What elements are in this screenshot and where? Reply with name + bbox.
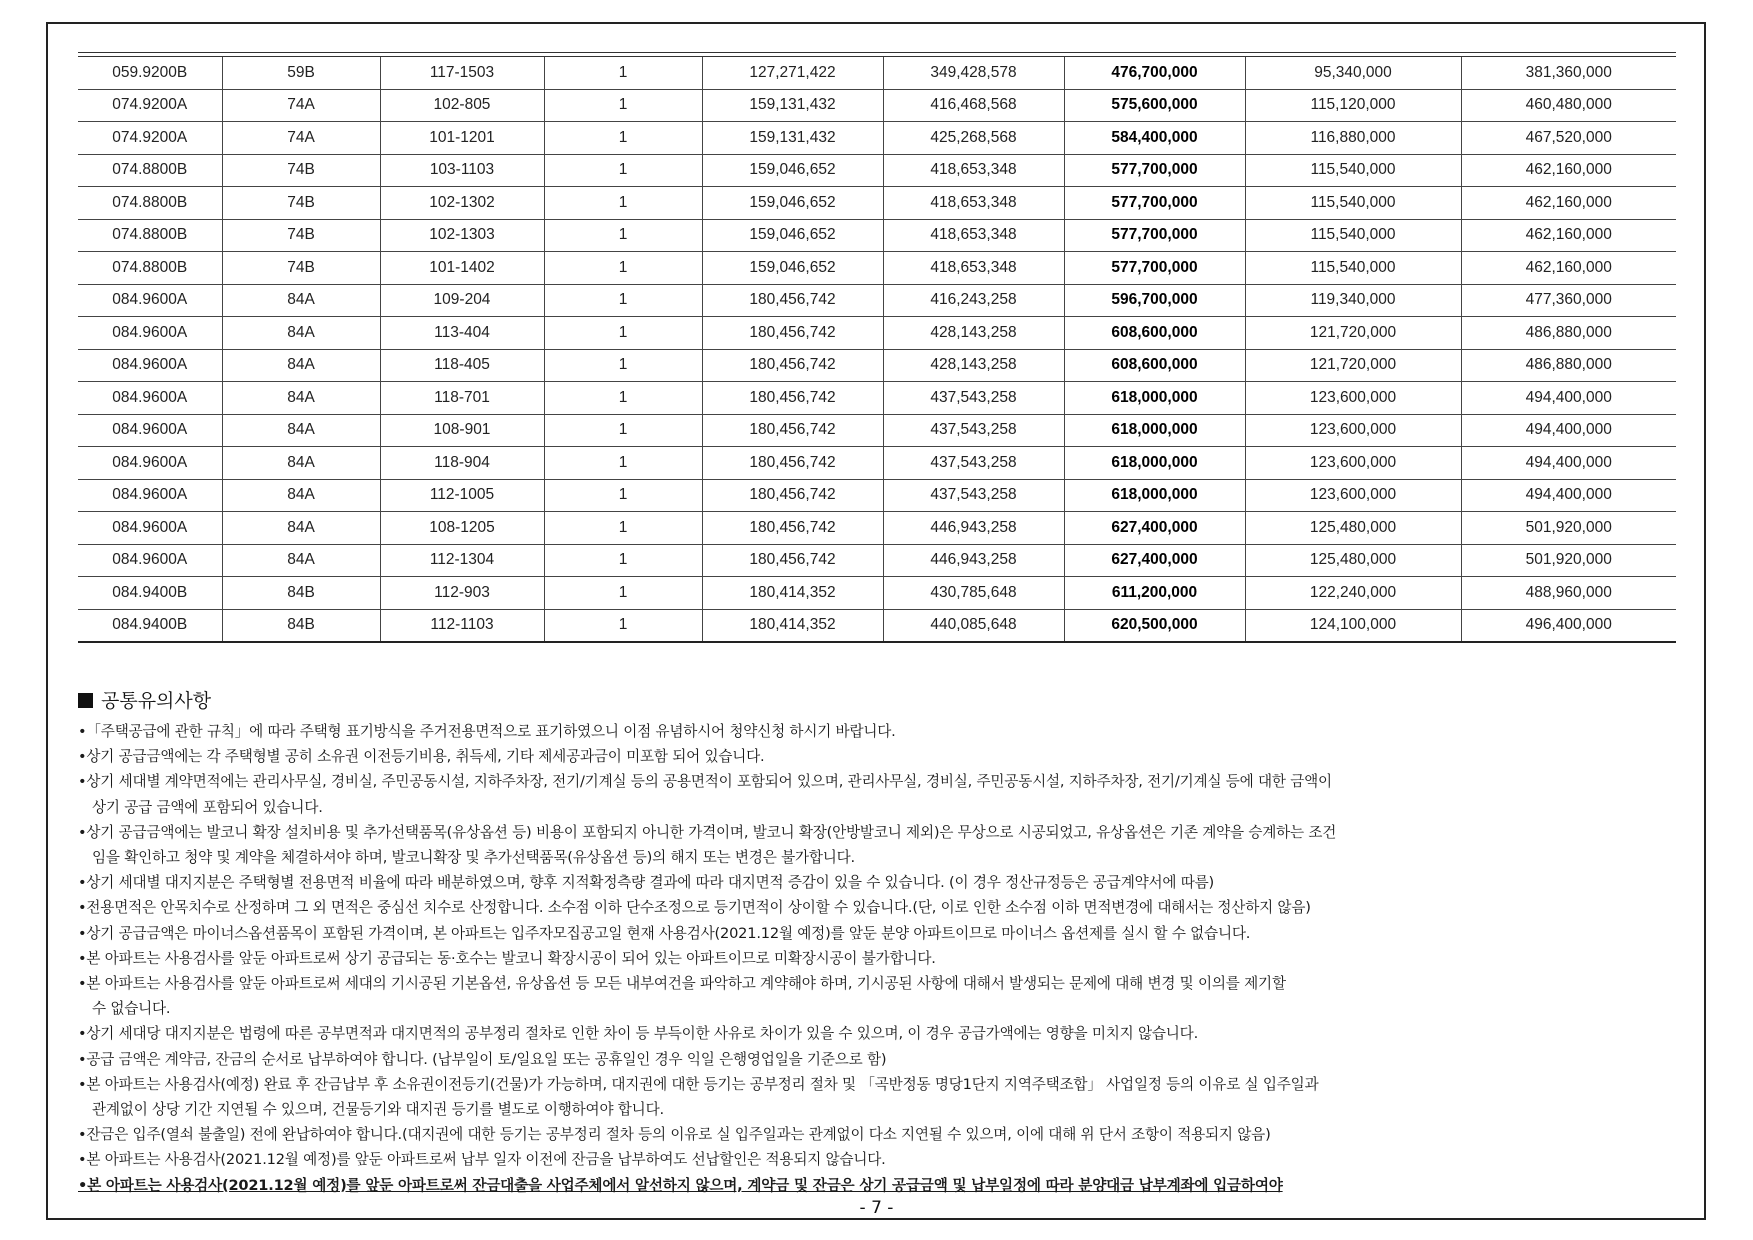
table-cell: 124,100,000 [1245, 609, 1461, 642]
table-cell: 1 [544, 284, 702, 317]
table-cell: 1 [544, 89, 702, 122]
note-text: •상기 공급금액에는 각 주택형별 공히 소유권 이전등기비용, 취득세, 기타 제세공과금이 미포함 되어 있습니다. [78, 748, 765, 766]
table-cell: 084.9400B [78, 609, 222, 642]
table-cell: 084.9600A [78, 382, 222, 415]
table-cell: 102-805 [380, 89, 544, 122]
note-item [78, 1047, 1678, 1072]
note-text: •상기 세대당 대지지분은 법령에 따른 공부면적과 대지면적의 공부정리 절차로 인한 차이 등 부득이한 사유로 차이가 있을 수 있으며, 이 경우 공급가액에는 영향을 미치지 않습니다. [78, 1025, 1199, 1043]
table-cell: 494,400,000 [1461, 447, 1676, 480]
table-cell: 462,160,000 [1461, 252, 1676, 285]
note-item [78, 1021, 1678, 1046]
table-cell: 501,920,000 [1461, 512, 1676, 545]
table-cell: 123,600,000 [1245, 382, 1461, 415]
table-cell: 1 [544, 447, 702, 480]
table-cell: 84A [222, 512, 380, 545]
table-cell: 1 [544, 512, 702, 545]
table-row [78, 317, 1676, 350]
table-cell: 159,046,652 [702, 252, 883, 285]
table-cell: 477,360,000 [1461, 284, 1676, 317]
table-cell: 1 [544, 414, 702, 447]
notes-heading [78, 686, 1678, 713]
table-cell: 74A [222, 89, 380, 122]
table-cell: 102-1303 [380, 219, 544, 252]
table-cell: 074.8800B [78, 219, 222, 252]
table-cell: 084.9600A [78, 414, 222, 447]
table-cell: 437,543,258 [883, 479, 1064, 512]
table-row [78, 57, 1676, 89]
table-row [78, 544, 1676, 577]
table-cell: 159,046,652 [702, 187, 883, 220]
table-cell: 467,520,000 [1461, 122, 1676, 155]
table-cell: 501,920,000 [1461, 544, 1676, 577]
table-cell: 437,543,258 [883, 447, 1064, 480]
table-cell: 180,456,742 [702, 447, 883, 480]
table-cell: 596,700,000 [1064, 284, 1245, 317]
table-cell: 117-1503 [380, 57, 544, 89]
note-text: •상기 공급금액에는 발코니 확장 설치비용 및 추가선택품목(유상옵션 등) 비용이 포함되지 아니한 가격이며, 발코니 확장(안방발코니 제외)은 무상으로 시공되었고, 유상옵션은 기존 계약을 승계하는 조건 [78, 823, 1337, 841]
table-cell: 101-1402 [380, 252, 544, 285]
note-item [78, 719, 1678, 744]
table-cell: 084.9600A [78, 544, 222, 577]
table-cell: 180,456,742 [702, 382, 883, 415]
table-cell: 084.9600A [78, 284, 222, 317]
table-cell: 418,653,348 [883, 252, 1064, 285]
table-cell: 618,000,000 [1064, 382, 1245, 415]
note-text: •상기 공급금액은 마이너스옵션품목이 포함된 가격이며, 본 아파트는 입주자모집공고일 현재 사용검사(2021.12월 예정)를 앞둔 분양 아파트이므로 마이너스 옵션제를 실시 할 수 없습니다. [78, 924, 1251, 942]
table-cell: 446,943,258 [883, 512, 1064, 545]
table-cell: 118-904 [380, 447, 544, 480]
table-cell: 115,540,000 [1245, 154, 1461, 187]
note-text: •본 아파트는 사용검사를 앞둔 아파트로써 세대의 기시공된 기본옵션, 유상옵션 등 모든 내부여건을 파악하고 계약해야 하며, 기시공된 사항에 대해서 발생되는 문제에 대해 변경 및 이의를 제기할 [78, 975, 1286, 993]
table-cell: 112-903 [380, 577, 544, 610]
table-cell: 618,000,000 [1064, 414, 1245, 447]
note-item [78, 895, 1678, 920]
table-cell: 112-1005 [380, 479, 544, 512]
table-cell: 577,700,000 [1064, 219, 1245, 252]
table-cell: 102-1302 [380, 187, 544, 220]
notes-title: 공통유의사항 [101, 690, 212, 712]
note-continuation: 수 없습니다. [92, 1000, 171, 1018]
table-cell: 084.9400B [78, 577, 222, 610]
table-cell: 577,700,000 [1064, 187, 1245, 220]
note-item [78, 870, 1678, 895]
table-cell: 123,600,000 [1245, 447, 1461, 480]
table-cell: 180,414,352 [702, 577, 883, 610]
table-cell: 462,160,000 [1461, 187, 1676, 220]
table-cell: 118-701 [380, 382, 544, 415]
table-cell: 74A [222, 122, 380, 155]
table-row [78, 447, 1676, 480]
note-text: •본 아파트는 사용검사(예정) 완료 후 잔금납부 후 소유권이전등기(건물)가 가능하며, 대지권에 대한 등기는 공부정리 절차 및 「곡반정동 명당1단지 지역주택조합」 사업일정 등의 이유로 실 입주일과 [78, 1075, 1319, 1093]
table-cell: 103-1103 [380, 154, 544, 187]
table-cell: 112-1304 [380, 544, 544, 577]
table-cell: 109-204 [380, 284, 544, 317]
note-text: •본 아파트는 사용검사(2021.12월 예정)를 앞둔 아파트로써 납부 일자 이전에 잔금을 납부하여도 선납할인은 적용되지 않습니다. [78, 1151, 886, 1169]
table-cell: 1 [544, 219, 702, 252]
square-bullet-icon [78, 693, 93, 708]
table-cell: 584,400,000 [1064, 122, 1245, 155]
table-cell: 418,653,348 [883, 187, 1064, 220]
table-cell: 113-404 [380, 317, 544, 350]
table-cell: 074.9200A [78, 89, 222, 122]
table-cell: 428,143,258 [883, 349, 1064, 382]
table-cell: 440,085,648 [883, 609, 1064, 642]
table-row [78, 479, 1676, 512]
table-cell: 127,271,422 [702, 57, 883, 89]
table-cell: 494,400,000 [1461, 382, 1676, 415]
table-cell: 486,880,000 [1461, 317, 1676, 350]
table-cell: 1 [544, 577, 702, 610]
table-cell: 084.9600A [78, 479, 222, 512]
table-cell: 74B [222, 187, 380, 220]
table-cell: 122,240,000 [1245, 577, 1461, 610]
table-cell: 084.9600A [78, 349, 222, 382]
note-text: •상기 세대별 대지지분은 주택형별 전용면적 비율에 따라 배분하였으며, 향후 지적확정측량 결과에 따라 대지면적 증감이 있을 수 있습니다. (이 경우 정산규정등은 공급계약서에 따름) [78, 874, 1215, 892]
table-cell: 1 [544, 252, 702, 285]
table-cell: 180,456,742 [702, 317, 883, 350]
table-cell: 84A [222, 414, 380, 447]
table-cell: 494,400,000 [1461, 479, 1676, 512]
table-cell: 115,540,000 [1245, 187, 1461, 220]
table-cell: 1 [544, 122, 702, 155]
table-cell: 118-405 [380, 349, 544, 382]
table-cell: 1 [544, 154, 702, 187]
table-cell: 608,600,000 [1064, 349, 1245, 382]
table-cell: 159,046,652 [702, 219, 883, 252]
table-cell: 430,785,648 [883, 577, 1064, 610]
table-cell: 180,456,742 [702, 349, 883, 382]
table-row [78, 252, 1676, 285]
note-item [78, 946, 1678, 971]
note-text: •「주택공급에 관한 규칙」에 따라 주택형 표기방식을 주거전용면적으로 표기하였으니 이점 유념하시어 청약신청 하시기 바랍니다. [78, 723, 896, 740]
note-item [78, 1147, 1678, 1172]
common-notes [78, 686, 1678, 1198]
table-cell: 84B [222, 609, 380, 642]
table-row [78, 219, 1676, 252]
table-cell: 84B [222, 577, 380, 610]
note-text: •공급 금액은 계약금, 잔금의 순서로 납부하여야 합니다. (납부일이 토/일요일 또는 공휴일인 경우 익일 은행영업일을 기준으로 함) [78, 1050, 887, 1068]
table-cell: 496,400,000 [1461, 609, 1676, 642]
table-cell: 112-1103 [380, 609, 544, 642]
table-cell: 577,700,000 [1064, 154, 1245, 187]
table-cell: 74B [222, 252, 380, 285]
note-item [78, 1122, 1678, 1147]
table-cell: 428,143,258 [883, 317, 1064, 350]
table-cell: 381,360,000 [1461, 57, 1676, 89]
table-cell: 577,700,000 [1064, 252, 1245, 285]
note-text: •상기 세대별 계약면적에는 관리사무실, 경비실, 주민공동시설, 지하주차장, 전기/기계실 등의 공용면적이 포함되어 있으며, 관리사무실, 경비실, 주민공동시설, 지하주차장, 전기/기계실 등에 대한 금액이 [78, 773, 1332, 791]
table-cell: 1 [544, 479, 702, 512]
table-cell: 620,500,000 [1064, 609, 1245, 642]
notes-list [78, 719, 1678, 1198]
table-row [78, 284, 1676, 317]
table-cell: 180,456,742 [702, 414, 883, 447]
table-cell: 1 [544, 382, 702, 415]
note-text: •전용면적은 안목치수로 산정하며 그 외 면적은 중심선 치수로 산정합니다. 소수점 이하 단수조정으로 등기면적이 상이할 수 있습니다.(단, 이로 인한 소수점 이하 면적변경에 대해서는 정산하지 않음) [78, 899, 1311, 917]
table-cell: 418,653,348 [883, 154, 1064, 187]
table-row [78, 512, 1676, 545]
table-cell: 349,428,578 [883, 57, 1064, 89]
note-item [78, 921, 1678, 946]
note-continuation: 상기 공급 금액에 포함되어 있습니다. [92, 798, 323, 816]
table-cell: 74B [222, 154, 380, 187]
note-item [78, 769, 1678, 819]
table-cell: 84A [222, 479, 380, 512]
note-item [78, 744, 1678, 769]
table-cell: 121,720,000 [1245, 317, 1461, 350]
table-cell: 84A [222, 447, 380, 480]
table-cell: 95,340,000 [1245, 57, 1461, 89]
table-cell: 627,400,000 [1064, 512, 1245, 545]
table-cell: 611,200,000 [1064, 577, 1245, 610]
table-cell: 618,000,000 [1064, 479, 1245, 512]
table-cell: 462,160,000 [1461, 154, 1676, 187]
table-cell: 125,480,000 [1245, 512, 1461, 545]
table-cell: 446,943,258 [883, 544, 1064, 577]
table-cell: 119,340,000 [1245, 284, 1461, 317]
table-cell: 84A [222, 349, 380, 382]
table-cell: 159,131,432 [702, 122, 883, 155]
table-cell: 121,720,000 [1245, 349, 1461, 382]
table-cell: 074.8800B [78, 252, 222, 285]
table-cell: 618,000,000 [1064, 447, 1245, 480]
table-cell: 494,400,000 [1461, 414, 1676, 447]
table-cell: 416,468,568 [883, 89, 1064, 122]
table-cell: 180,414,352 [702, 609, 883, 642]
table-cell: 488,960,000 [1461, 577, 1676, 610]
table-cell: 418,653,348 [883, 219, 1064, 252]
table-cell: 180,456,742 [702, 479, 883, 512]
table-cell: 84A [222, 544, 380, 577]
note-item [78, 1173, 1678, 1198]
table-cell: 125,480,000 [1245, 544, 1461, 577]
table-row [78, 414, 1676, 447]
table-cell: 486,880,000 [1461, 349, 1676, 382]
table-cell: 115,540,000 [1245, 219, 1461, 252]
table-row [78, 382, 1676, 415]
page-number: - 7 - [859, 1198, 894, 1218]
table-row [78, 89, 1676, 122]
table-cell: 476,700,000 [1064, 57, 1245, 89]
table-cell: 115,120,000 [1245, 89, 1461, 122]
table-cell: 116,880,000 [1245, 122, 1461, 155]
table-cell: 1 [544, 317, 702, 350]
table-cell: 437,543,258 [883, 414, 1064, 447]
table-cell: 084.9600A [78, 447, 222, 480]
table-cell: 608,600,000 [1064, 317, 1245, 350]
table-cell: 074.8800B [78, 187, 222, 220]
table-cell: 101-1201 [380, 122, 544, 155]
table-cell: 84A [222, 317, 380, 350]
table-cell: 084.9600A [78, 512, 222, 545]
note-continuation: 임을 확인하고 청약 및 계약을 체결하셔야 하며, 발코니확장 및 추가선택품목(유상옵션 등)의 해지 또는 변경은 불가합니다. [92, 849, 855, 867]
table-cell: 84A [222, 284, 380, 317]
table-row [78, 154, 1676, 187]
table-cell: 460,480,000 [1461, 89, 1676, 122]
table-cell: 180,456,742 [702, 544, 883, 577]
note-item [78, 971, 1678, 1021]
table-cell: 108-901 [380, 414, 544, 447]
table-cell: 74B [222, 219, 380, 252]
table-cell: 84A [222, 382, 380, 415]
note-continuation: 관계없이 상당 기간 지연될 수 있으며, 건물등기와 대지권 등기를 별도로 이행하여야 합니다. [92, 1101, 664, 1119]
table-cell: 108-1205 [380, 512, 544, 545]
note-text: •잔금은 입주(열쇠 불출일) 전에 완납하여야 합니다.(대지권에 대한 등기는 공부정리 절차 등의 이유로 실 입주일과는 관계없이 다소 지연될 수 있으며, 이에 대해 위 단서 조항이 적용되지 않음) [78, 1126, 1271, 1144]
table-cell: 074.8800B [78, 154, 222, 187]
table-cell: 425,268,568 [883, 122, 1064, 155]
table-cell: 159,046,652 [702, 154, 883, 187]
table-cell: 159,131,432 [702, 89, 883, 122]
note-item [78, 1072, 1678, 1122]
table-cell: 627,400,000 [1064, 544, 1245, 577]
table-cell: 074.9200A [78, 122, 222, 155]
table-cell: 416,243,258 [883, 284, 1064, 317]
table-row [78, 577, 1676, 610]
table-cell: 059.9200B [78, 57, 222, 89]
table-cell: 180,456,742 [702, 512, 883, 545]
table-row [78, 122, 1676, 155]
table-cell: 59B [222, 57, 380, 89]
table-cell: 115,540,000 [1245, 252, 1461, 285]
table-cell: 1 [544, 187, 702, 220]
note-text: •본 아파트는 사용검사(2021.12월 예정)를 앞둔 아파트로써 잔금대출을 사업주체에서 알선하지 않으며, 계약금 및 잔금은 상기 공급금액 및 납부일정에 따라 분양대금 납부계좌에 입금하여야 [78, 1176, 1283, 1194]
table-row [78, 609, 1676, 642]
table-cell: 123,600,000 [1245, 479, 1461, 512]
table-cell: 084.9600A [78, 317, 222, 350]
table-cell: 1 [544, 57, 702, 89]
note-item [78, 820, 1678, 870]
table-cell: 123,600,000 [1245, 414, 1461, 447]
table-row [78, 349, 1676, 382]
table-cell: 575,600,000 [1064, 89, 1245, 122]
table-cell: 180,456,742 [702, 284, 883, 317]
note-text: •본 아파트는 사용검사를 앞둔 아파트로써 상기 공급되는 동·호수는 발코니 확장시공이 되어 있는 아파트이므로 미확장시공이 불가합니다. [78, 949, 936, 967]
table-row [78, 187, 1676, 220]
table-cell: 462,160,000 [1461, 219, 1676, 252]
table-cell: 1 [544, 349, 702, 382]
supply-price-table [78, 52, 1676, 643]
table-cell: 1 [544, 544, 702, 577]
table-cell: 1 [544, 609, 702, 642]
table-cell: 437,543,258 [883, 382, 1064, 415]
